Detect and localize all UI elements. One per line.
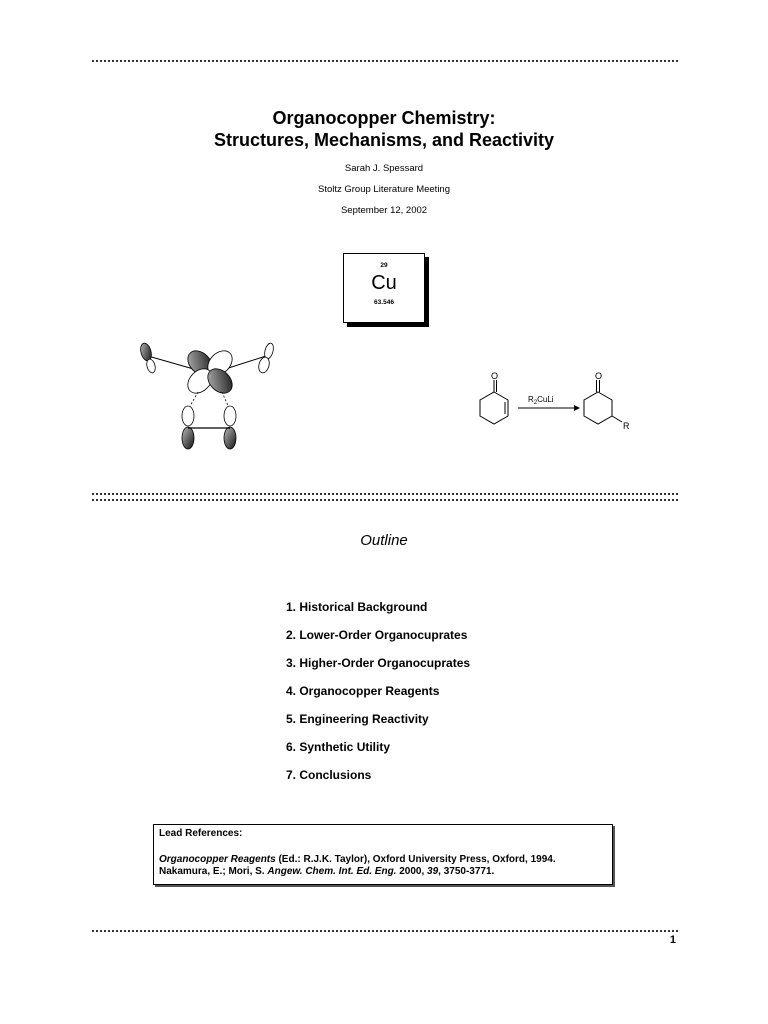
outline-heading: Outline — [360, 532, 408, 549]
meeting-name: Stoltz Group Literature Meeting — [317, 184, 450, 195]
reference-2-volume: 39 — [427, 866, 439, 877]
orbital-lobe — [182, 427, 194, 449]
element-symbol: Cu — [371, 272, 397, 294]
orbital-lobe — [224, 427, 236, 449]
cyclohexanone-structure — [584, 380, 622, 424]
outline-item: 5. Engineering Reactivity — [286, 712, 429, 726]
ketone-oxygen-right: O — [595, 371, 603, 381]
reference-2-authors: Nakamura, E.; Mori, S. — [159, 866, 268, 877]
outline-item: 1. Historical Background — [286, 600, 428, 614]
cyclohexenone-structure — [480, 380, 508, 424]
bottom-dotted-rule — [92, 930, 678, 932]
reference-2 — [159, 866, 612, 878]
reference-2-pages: , 3750-3771. — [438, 866, 495, 877]
title-line-1: Organocopper Chemistry: — [272, 108, 496, 128]
top-dotted-rule — [92, 60, 678, 62]
reference-1 — [159, 854, 612, 866]
conjugate-addition-scheme — [470, 368, 640, 438]
r-substituent: R — [623, 421, 630, 431]
author: Sarah J. Spessard — [344, 163, 424, 174]
reference-2-journal: Angew. Chem. Int. Ed. Eng. — [267, 866, 397, 877]
section-divider-rule-2 — [92, 499, 678, 501]
outline-item: 6. Synthetic Utility — [286, 740, 391, 754]
references-title: Lead References: — [159, 828, 243, 839]
orbital-diagram — [136, 336, 286, 456]
atomic-mass: 63.546 — [374, 299, 394, 306]
reference-2-year: 2000, — [396, 866, 428, 877]
page-number: 1 — [669, 934, 676, 946]
orbital-lobe — [182, 406, 194, 426]
orbital-lobe — [224, 406, 236, 426]
outline-item: 7. Conclusions — [286, 768, 372, 782]
atomic-number: 29 — [380, 262, 388, 269]
outline-item: 4. Organocopper Reagents — [286, 684, 440, 698]
section-divider-rule-1 — [92, 493, 678, 495]
outline-item: 2. Lower-Order Organocuprates — [286, 628, 468, 642]
title-line-2: Structures, Mechanisms, and Reactivity — [213, 130, 555, 150]
page-title — [0, 107, 768, 151]
reagent-label: $R_2CuLi$ — [528, 395, 554, 406]
outline-item: 3. Higher-Order Organocuprates — [286, 656, 471, 670]
ketone-oxygen-left: O — [491, 371, 499, 381]
arrowhead — [574, 405, 580, 411]
meeting-date: September 12, 2002 — [340, 205, 428, 216]
periodic-element-tile — [343, 253, 425, 323]
outline-list — [286, 598, 470, 794]
reference-1-book: Organocopper Reagents — [159, 854, 276, 865]
lead-references-box — [153, 824, 613, 885]
reference-1-details: (Ed.: R.J.K. Taylor), Oxford University Press, Oxford, 1994. — [275, 854, 556, 865]
